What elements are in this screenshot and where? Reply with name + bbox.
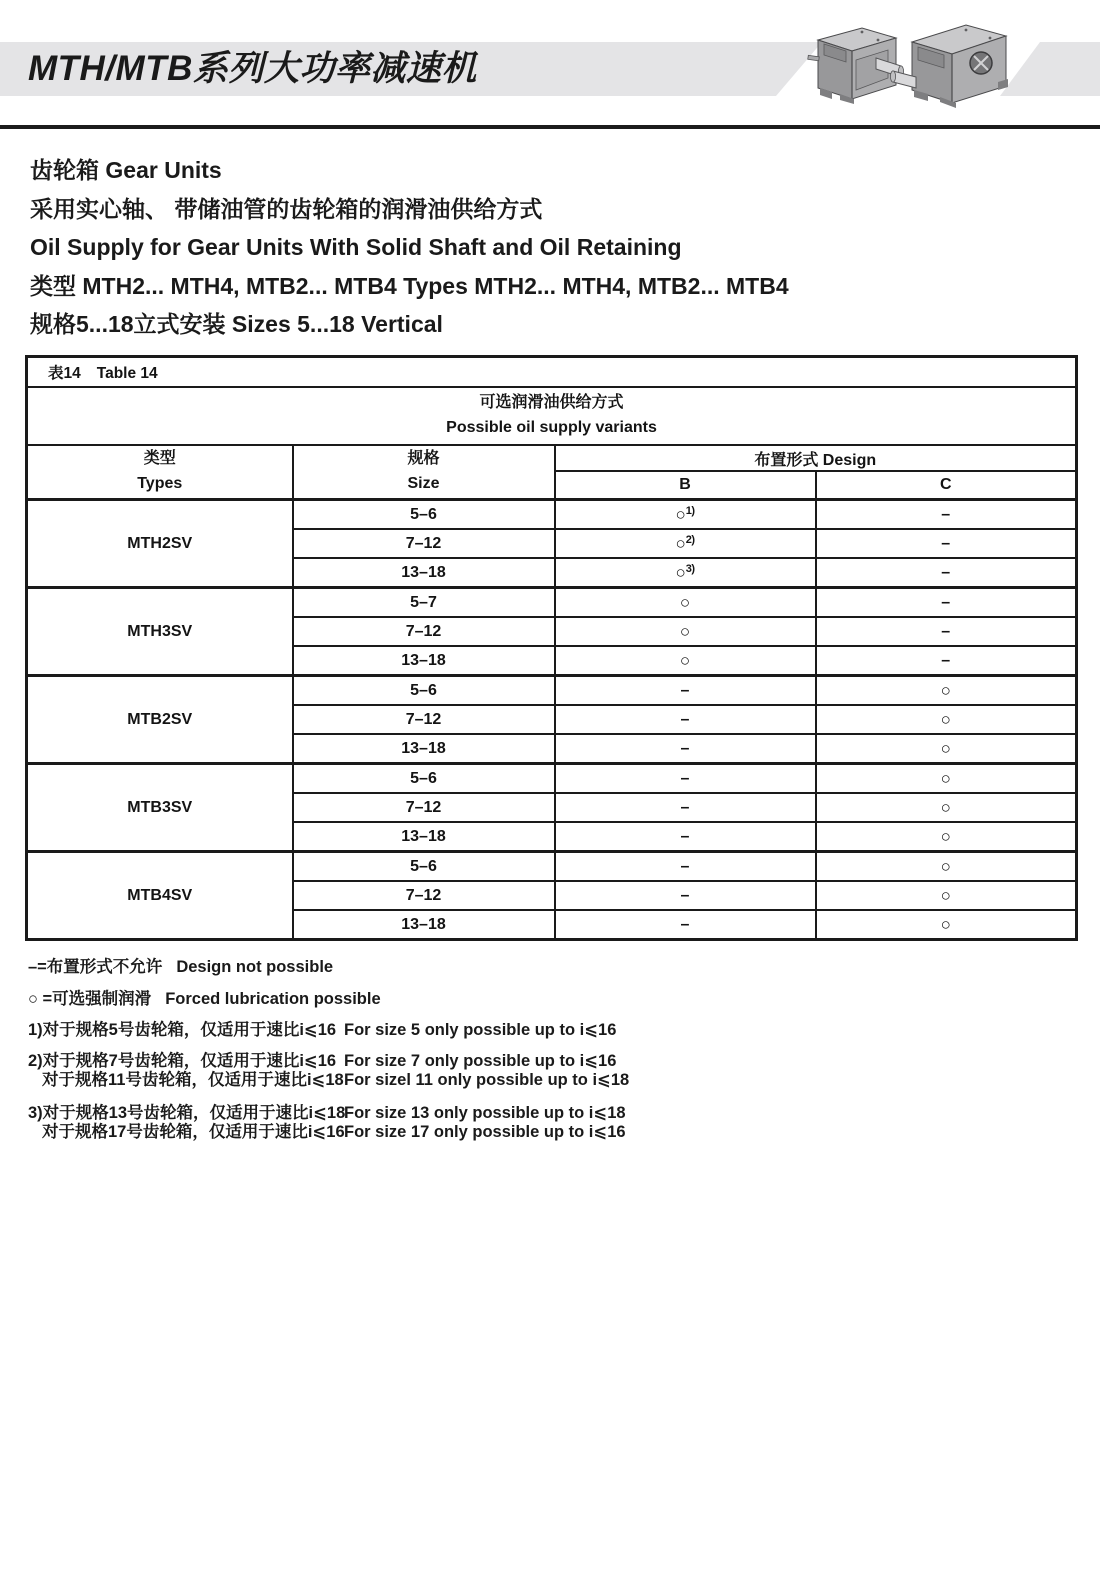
- design-c-cell: [816, 793, 1077, 822]
- circle-symbol: ○: [679, 650, 691, 670]
- design-b-cell: [555, 500, 816, 530]
- design-b-cell: [555, 558, 816, 588]
- size-cell: 7–12: [293, 793, 555, 822]
- legend-dash-en: Design not possible: [176, 958, 334, 976]
- table-row: [27, 676, 1077, 706]
- footnote-2-line-2: [28, 1071, 629, 1090]
- legend-dash: [28, 958, 629, 977]
- col-header-types-zh: 类型: [143, 450, 176, 468]
- col-header-types-en: Types: [137, 475, 183, 492]
- footnote-3-line-1: [28, 1104, 629, 1123]
- circle-symbol: ○: [940, 680, 951, 700]
- footnote-3-en: For size 13 only possible up to i⩽18: [344, 1104, 626, 1122]
- footnote-1-zh: 1)对于规格5号齿轮箱，仅适用于速比i⩽16: [28, 1021, 337, 1039]
- legend-circle-en: Forced lubrication possible: [165, 989, 381, 1008]
- size-cell: 13–18: [293, 558, 555, 588]
- gear-unit-photo-right: [890, 25, 1008, 108]
- circle-symbol: ○: [940, 914, 951, 934]
- design-c-cell: –: [816, 588, 1077, 618]
- design-c-cell: [816, 852, 1077, 882]
- footnote-ref: 1): [685, 504, 695, 517]
- type-cell-mtb3sv: MTB3SV: [27, 764, 293, 852]
- table-row: [27, 764, 1077, 794]
- footnote-2b-zh: 对于规格11号齿轮箱，仅适用于速比i⩽18: [42, 1070, 344, 1089]
- page-title: MTH/MTB系列大功率减速机: [28, 49, 477, 88]
- design-c-cell: [816, 910, 1077, 940]
- circle-symbol: ○: [940, 856, 951, 876]
- size-cell: 13–18: [293, 646, 555, 676]
- table-row: [27, 588, 1077, 618]
- circle-symbol: ○: [940, 885, 951, 905]
- legend-circle: [28, 990, 629, 1009]
- design-c-cell: –: [816, 500, 1077, 530]
- design-b-cell: –: [555, 910, 816, 940]
- footnote-2-en: For size 7 only possible up to i⩽16: [344, 1051, 617, 1070]
- size-cell: 5–7: [293, 588, 555, 618]
- size-cell: 5–6: [293, 764, 555, 794]
- design-c-cell: [816, 676, 1077, 706]
- circle-symbol: ○: [675, 562, 686, 582]
- circle-symbol: ○: [679, 592, 691, 612]
- circle-symbol: ○: [940, 709, 951, 729]
- footnote-3-zh: 3)对于规格13号齿轮箱，仅适用于速比i⩽18: [28, 1104, 346, 1122]
- table-supertitle-row: [27, 387, 1077, 445]
- size-cell: 13–18: [293, 910, 555, 940]
- table-row: [27, 852, 1077, 882]
- footnote-ref: 2): [685, 533, 695, 546]
- col-header-size-en: Size: [407, 475, 440, 492]
- circle-symbol: ○: [940, 768, 951, 788]
- col-header-design-c: C: [816, 471, 1077, 500]
- table-row: [27, 500, 1077, 530]
- design-c-cell: –: [816, 529, 1077, 558]
- circle-symbol: ○: [679, 621, 691, 641]
- col-header-types: [27, 445, 293, 500]
- circle-symbol: ○: [675, 533, 686, 553]
- circle-symbol: ○: [675, 504, 686, 524]
- footnote-1-en: For size 5 only possible up to i⩽16: [344, 1021, 617, 1039]
- design-c-cell: –: [816, 558, 1077, 588]
- table-caption: [27, 357, 1077, 388]
- design-b-cell: –: [555, 881, 816, 910]
- col-header-design-b: B: [555, 471, 816, 500]
- design-b-cell: –: [555, 852, 816, 882]
- footnote-3b-zh: 对于规格17号齿轮箱，仅适用于速比i⩽16: [42, 1123, 345, 1141]
- design-b-cell: –: [555, 793, 816, 822]
- header-divider: [0, 125, 1100, 129]
- size-cell: 7–12: [293, 705, 555, 734]
- design-b-cell: –: [555, 734, 816, 764]
- design-b-cell: [555, 617, 816, 646]
- band-right-shape: [1000, 42, 1100, 96]
- type-cell-mtb4sv: MTB4SV: [27, 852, 293, 940]
- supertitle-zh: 可选润滑油供给方式: [479, 394, 624, 412]
- footnote-3-line-2: [28, 1123, 629, 1142]
- table-caption-row: [27, 357, 1077, 388]
- type-cell-mtb2sv: MTB2SV: [27, 676, 293, 764]
- design-c-cell: [816, 822, 1077, 852]
- heading-sizes: 规格5...18立式安装 Sizes 5...18 Vertical: [30, 311, 443, 337]
- design-c-cell: [816, 734, 1077, 764]
- size-cell: 7–12: [293, 529, 555, 558]
- circle-symbol: ○: [940, 826, 951, 846]
- legend-dash-zh: –=布置形式不允许: [28, 958, 163, 976]
- design-c-cell: –: [816, 646, 1077, 676]
- legend-circle-zh: ○ =可选强制润滑: [28, 989, 152, 1008]
- footnote-2-line-1: [28, 1052, 629, 1071]
- table-notes: [28, 958, 629, 1142]
- design-c-cell: [816, 764, 1077, 794]
- design-b-cell: –: [555, 676, 816, 706]
- design-b-cell: [555, 529, 816, 558]
- intro-headings: [30, 151, 789, 344]
- heading-types: 类型 MTH2... MTH4, MTB2... MTB4 Types MTH2... MTH4, MTB2... MTB4: [30, 272, 789, 299]
- col-header-size-zh: 规格: [407, 450, 440, 468]
- footnote-1: [28, 1021, 629, 1040]
- gear-unit-photo-left: [808, 28, 904, 104]
- table-supertitle: [27, 387, 1077, 445]
- heading-gear-units: 齿轮箱 Gear Units: [30, 157, 222, 183]
- design-c-cell: [816, 881, 1077, 910]
- size-cell: 13–18: [293, 822, 555, 852]
- design-b-cell: [555, 588, 816, 618]
- size-cell: 7–12: [293, 881, 555, 910]
- design-b-cell: –: [555, 764, 816, 794]
- type-cell-mth3sv: MTH3SV: [27, 588, 293, 676]
- circle-symbol: ○: [940, 738, 951, 758]
- table-caption-en: Table 14: [96, 365, 158, 382]
- type-cell-mth2sv: MTH2SV: [27, 500, 293, 588]
- column-header-row: [27, 445, 1077, 471]
- supertitle-en: Possible oil supply variants: [446, 419, 657, 436]
- col-header-size: [293, 445, 555, 500]
- size-cell: 5–6: [293, 852, 555, 882]
- footnote-2b-en: For sizel 11 only possible up to i⩽18: [344, 1070, 630, 1089]
- size-cell: 13–18: [293, 734, 555, 764]
- design-c-cell: [816, 705, 1077, 734]
- heading-oil-supply-zh: 采用实心轴、 带储油管的齿轮箱的润滑油供给方式: [30, 195, 543, 222]
- design-b-cell: [555, 646, 816, 676]
- design-c-cell: –: [816, 617, 1077, 646]
- heading-oil-supply-en: Oil Supply for Gear Units With Solid Shaft and Oil Retaining: [30, 234, 682, 260]
- footnote-3b-en: For size 17 only possible up to i⩽16: [344, 1123, 626, 1141]
- size-cell: 5–6: [293, 676, 555, 706]
- col-header-design: 布置形式 Design: [555, 445, 1077, 471]
- footnote-ref: 3): [685, 562, 695, 575]
- size-cell: 7–12: [293, 617, 555, 646]
- oil-supply-table: [25, 355, 1078, 941]
- circle-symbol: ○: [940, 797, 951, 817]
- footnote-2-zh: 2)对于规格7号齿轮箱，仅适用于速比i⩽16: [28, 1051, 337, 1070]
- design-b-cell: –: [555, 705, 816, 734]
- design-b-cell: –: [555, 822, 816, 852]
- table-caption-zh: 表14: [48, 365, 81, 382]
- size-cell: 5–6: [293, 500, 555, 530]
